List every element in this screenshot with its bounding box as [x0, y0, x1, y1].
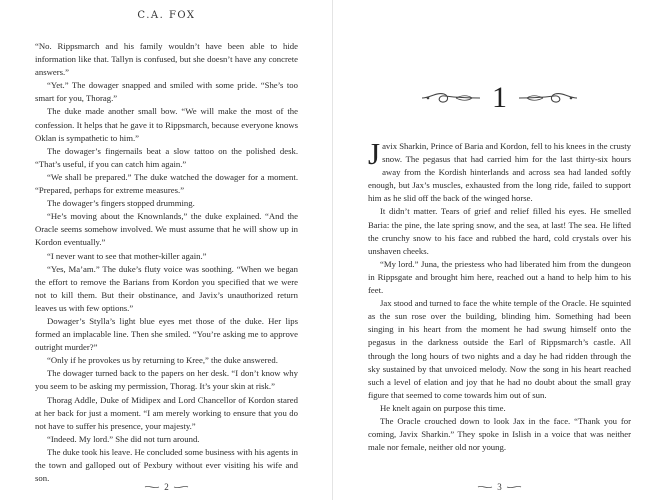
paragraph: “We shall be prepared.” The duke watched the dowager for a moment. “Prepared, perhaps for extreme measures.” [35, 171, 298, 196]
folio-left [0, 482, 333, 492]
paragraph: Jax stood and turned to face the white temple of the Oracle. He squinted as the sun rose over the building, blinding him. Something had been singing in his heart from the moment he had swung himself onto the pegasus in the darkness outside the Earl of Rippsmarch’s castle. All through the long hours of two nights and a day he had ridden through the sky sustained by that unvoiced melody. Now the song in his heart reached such a level of elation and joy that he had no doubt about the small gray figure that seemed to come towards him out of sun. [368, 298, 631, 400]
drop-cap: J [368, 136, 381, 171]
opening-paragraph [368, 136, 631, 205]
chapter-heading [333, 78, 666, 118]
folio-ornament-icon [144, 484, 160, 490]
paragraph: The dowager turned back to the papers on her desk. “I don’t know why you seem to be asking my permission, Thorag. It’s your skin at risk.” [35, 368, 298, 392]
page-number: 3 [497, 482, 502, 492]
paragraph: The duke made another small bow. “We will make the most of the confession. It helps that he gave it to Rippsmarch, because everyone knows Oklan is sympathetic to him.” [35, 106, 298, 143]
paragraph: “Only if he provokes us by returning to Kree,” the duke answered. [47, 355, 278, 366]
paragraph: It didn’t matter. Tears of grief and relief filled his eyes. He smelled Baria: the pine, the late spring snow, and the sea, at last! The sea. He lifted the crunchy snow to his face and rubbed the hard, cold crystals over his unshaven cheeks. [368, 206, 631, 256]
paragraph: He knelt again on purpose this time. [380, 402, 506, 413]
paragraph: Thorag Addle, Duke of Midipex and Lord Chancellor of Kordon stared at her back for just a moment. “I am merely working to ensure that you do not have to suffer his presence, your majesty.” [35, 394, 298, 431]
folio-ornament-icon [506, 484, 522, 490]
left-page-body [35, 40, 298, 485]
right-page-body [368, 136, 631, 454]
chapter-number: 1 [492, 81, 507, 114]
paragraph: “He’s moving about the Knownlands,” the duke explained. “And the Oracle seems somehow involved. We must assume that he will show up in Kordon eventually.” [35, 211, 298, 248]
folio-right [333, 482, 666, 492]
right-page [333, 0, 666, 500]
folio-ornament-icon [173, 484, 189, 490]
paragraph: “Yet.” The dowager snapped and smiled with some pride. “She’s too smart for you, Thorag.” [35, 80, 298, 104]
paragraph: “Yes, Ma’am.” The duke’s fluty voice was soothing. “When we began the effort to remove the Barians from Kordon you specified that we were not to kill them. But their obstinance, and Javix’s unauthorized return leaves us with few options.” [35, 263, 298, 313]
paragraph: “My lord.” Juna, the priestess who had liberated him from the dungeon in Rippsgate and brought him here, reached out a hand to help him to his feet. [368, 258, 631, 296]
paragraph: The dowager’s fingernails beat a slow tattoo on the polished desk. “That’s useful, if you can catch him again.” [35, 145, 298, 169]
paragraph: Dowager’s Stylla’s light blue eyes met those of the duke. Her lips formed an implacable line. Then she smiled. “You’re asking me to approve outright murder?” [35, 315, 298, 353]
flourish-ornament-icon [420, 86, 482, 110]
paragraph: The Oracle crouched down to look Jax in the face. “Thank you for coming, Javix Sharkin.” They spoke in Islish in a voice that was neither male nor female, neither old nor young. [368, 415, 631, 453]
paragraph: The duke took his leave. He concluded some business with his agents in the town and galloped out of Pexbury without ever visiting his wife and son. [35, 446, 298, 484]
paragraph: “No. Rippsmarch and his family wouldn’t have been able to hide information like that. Tallyn is confused, but she doesn’t have any concrete answers.” [35, 41, 298, 78]
running-head-author: C.A. FOX [137, 10, 196, 21]
paragraph: “I never want to see that mother-killer again.” [47, 250, 207, 261]
flourish-ornament-icon [517, 86, 579, 110]
paragraph: “Indeed. My lord.” She did not turn around. [47, 433, 200, 444]
paragraph: The dowager’s fingers stopped drumming. [47, 198, 195, 209]
folio-ornament-icon [477, 484, 493, 490]
opening-paragraph-text: avix Sharkin, Prince of Baria and Kordon, fell to his knees in the crusty snow. The pegasus that had carried him for the last thirty-six hours away from the Kordish hinterlands and across sea had landed softly enough, but Jax’s muscles, exhausted from the long ride, failed to support him as he slid off the back of the winged horse. [368, 141, 631, 204]
page-number: 2 [164, 482, 169, 492]
